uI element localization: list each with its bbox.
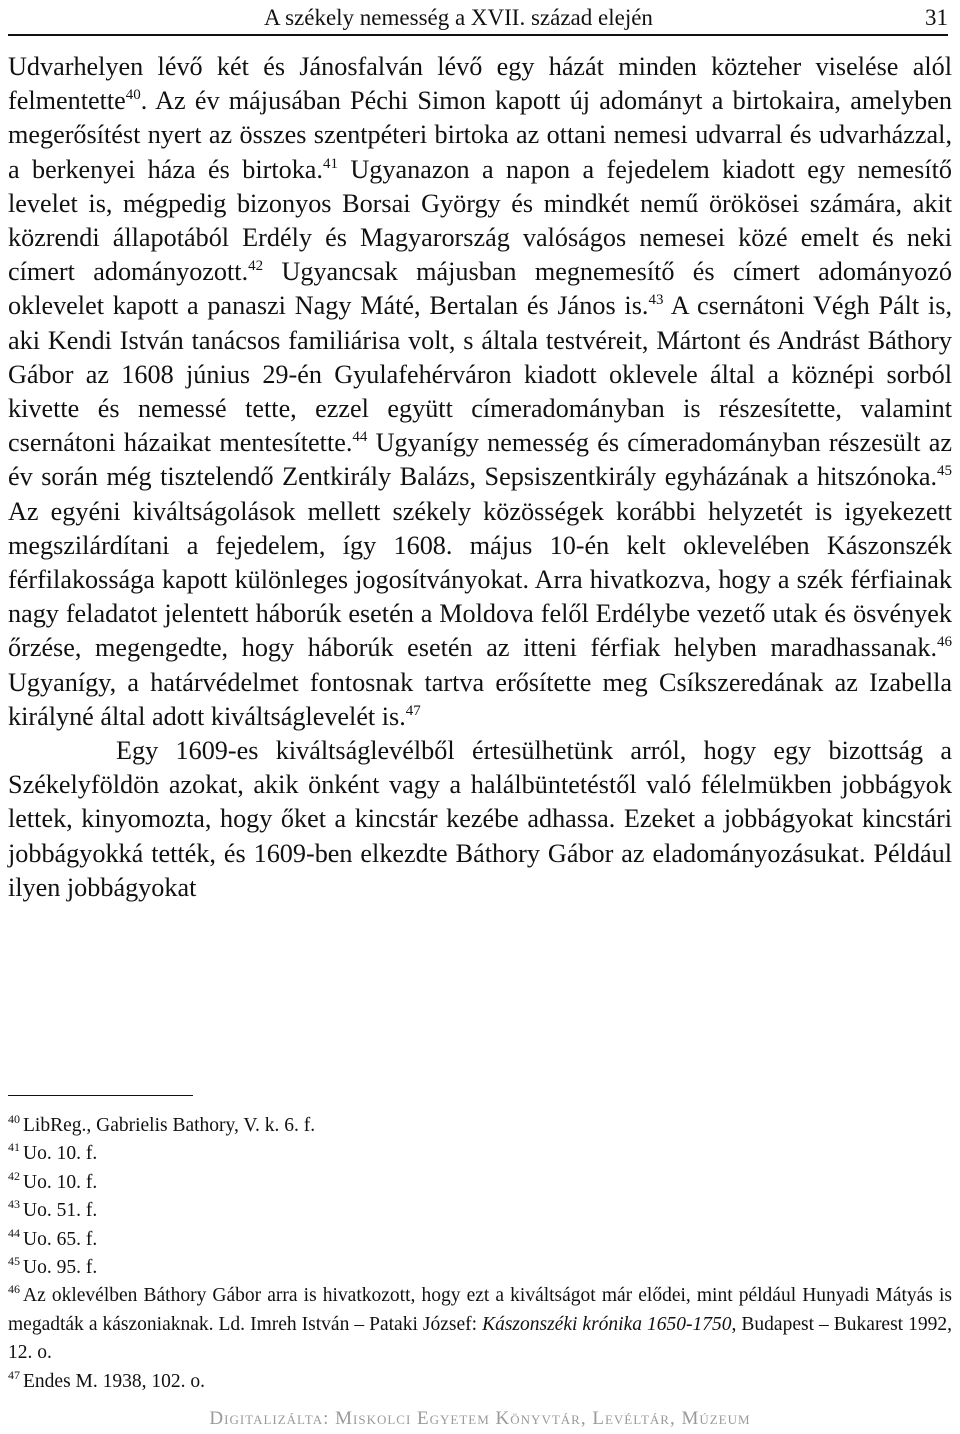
page-number: 31	[925, 5, 948, 30]
footnote-text: Endes M. 1938, 102. o.	[23, 1370, 205, 1392]
footnote-number: 42	[8, 1168, 20, 1183]
footnote-item	[8, 1226, 952, 1254]
footnote-reference[interactable]: 46	[937, 634, 952, 651]
running-header	[8, 4, 948, 36]
body-text-run: Ugyanígy, a határvédelmet fontosnak tartva erősítette meg Csíkszeredának az Izabella királyné által adott kiváltságlevelét is.	[8, 667, 952, 731]
body-text-run: Ugyanígy nemesség és címeradományban részesült az év során még tisztelendő Zentkirály Balázs, Sepsiszentkirály egyházának a hitszónoka.	[8, 428, 953, 492]
footnote-text: Uo. 10. f.	[23, 1143, 98, 1165]
footnote-number: 43	[8, 1197, 20, 1212]
footnote-number: 41	[8, 1140, 20, 1155]
body-paragraph	[8, 734, 952, 905]
footnotes	[8, 1112, 952, 1396]
footnote-text: Uo. 95. f.	[23, 1257, 98, 1279]
footnote-item	[8, 1368, 952, 1396]
body-text-run: Ugyancsak májusban megnemesítő és címert adományozó oklevelet kapott a panaszi Nagy Máté, Bertalan és János is.	[8, 257, 952, 321]
footnote-reference[interactable]: 43	[648, 292, 664, 309]
footnote-item	[8, 1112, 952, 1140]
body-text-run: A csernátoni Végh Pált is, aki Kendi István tanácsos familiárisa volt, s általa testvéreit, Mártont és Andrást Báthory Gábor az 1608 június 29-én Gyulafehérváron kiadott oklevele által a köznépi sorból kivette és nemessé tette, ezzel együtt címeradományban is részesítette, valamint csernátoni házaikat mentesítette.	[8, 291, 952, 458]
footnote-reference[interactable]: 45	[937, 463, 952, 480]
footnote-number: 45	[8, 1254, 20, 1269]
body-text	[8, 50, 952, 905]
running-title: A székely nemesség a XVII. század elején	[264, 5, 653, 30]
footnote-item	[8, 1197, 952, 1225]
footnote-number: 44	[8, 1225, 20, 1240]
body-text-run: . Az év májusában Péchi Simon kapott új adományt a birtokaira, amelyben megerősítést nyert az összes szentpéteri birtoka az ottani nemesi udvarral és udvarházzal, a berkenyei háza és birtoka.	[8, 86, 952, 184]
footnote-separator	[8, 1095, 193, 1096]
body-paragraph	[8, 50, 952, 734]
footnote-text: Uo. 51. f.	[23, 1200, 98, 1222]
footnote-title-italic: Kászonszéki krónika 1650-1750	[482, 1313, 732, 1335]
body-text-run: Az egyéni kiváltságolások mellett székely közösségek korábbi helyzetét is igyekezett megszilárdítani a fejedelem, így 1608. május 10-én kelt oklevelében Kászonszék férfilakossága kapott különleges jogosítványokat. Arra hivatkozva, hogy a szék férfiainak nagy feladatot jelentett háborúk esetén a Moldova felől Erdélybe vezető utak és ösvények őrzése, megengedte, hogy háborúk esetén az itteni férfiak helyben maradhassanak.	[8, 496, 952, 663]
footnote-text: , Budapest – Bukarest 1992, 12. o.	[8, 1313, 952, 1364]
footnote-reference[interactable]: 40	[125, 87, 141, 104]
footnote-reference[interactable]: 44	[352, 429, 368, 446]
footnote-item	[8, 1282, 952, 1367]
footnote-number: 46	[8, 1282, 20, 1297]
body-text-run: Egy 1609-es kiváltságlevélből értesülhetünk arról, hogy egy bizottság a Székelyföldön azokat, akik önként vagy a halálbüntetéstől való félelmükben jobbágyok lettek, kinyomozta, hogy őket a kincstár kezébe adhassa. Ezeket a jobbágyokat kincstári jobbágyokká tették, és 1609-ben elkezdte Báthory Gábor az eladományozásukat. Például ilyen jobbágyokat	[8, 736, 952, 902]
footnote-number: 47	[8, 1367, 20, 1382]
footnote-text: Uo. 65. f.	[23, 1228, 98, 1250]
footnote-number: 40	[8, 1112, 20, 1126]
footnote-text: LibReg., Gabrielis Bathory, V. k. 6. f.	[23, 1115, 316, 1136]
footnote-text: Az oklevélben Báthory Gábor arra is hivatkozott, hogy ezt a kiváltságot már elődei, mint például Hunyadi Mátyás is megadták a kászoniaknak. Ld. Imreh István – Pataki József:	[8, 1285, 952, 1335]
footnote-reference[interactable]: 47	[405, 702, 421, 719]
digitization-watermark: Digitalizálta: Miskolci Egyetem Könyvtár, Levéltár, Múzeum	[209, 1408, 751, 1429]
footnote-text: Uo. 10. f.	[23, 1171, 98, 1193]
footnote-reference[interactable]: 42	[248, 258, 264, 275]
footnote-item	[8, 1254, 952, 1282]
footnote-item	[8, 1169, 952, 1197]
body-text-run: Ugyanazon a napon a fejedelem kiadott egy nemesítő levelet is, mégpedig bizonyos Borsai György és mindkét nemű örökösei számára, akit közrendi állapotából Erdély és Magyarország valóságos nemesei közé emelt és neki címert adományozott.	[8, 154, 953, 287]
body-text-run: Udvarhelyen lévő két és Jánosfalván lévő egy házát minden közteher viselése alól felmentette	[8, 52, 952, 116]
footnote-item	[8, 1140, 952, 1168]
footnote-reference[interactable]: 41	[322, 155, 338, 172]
